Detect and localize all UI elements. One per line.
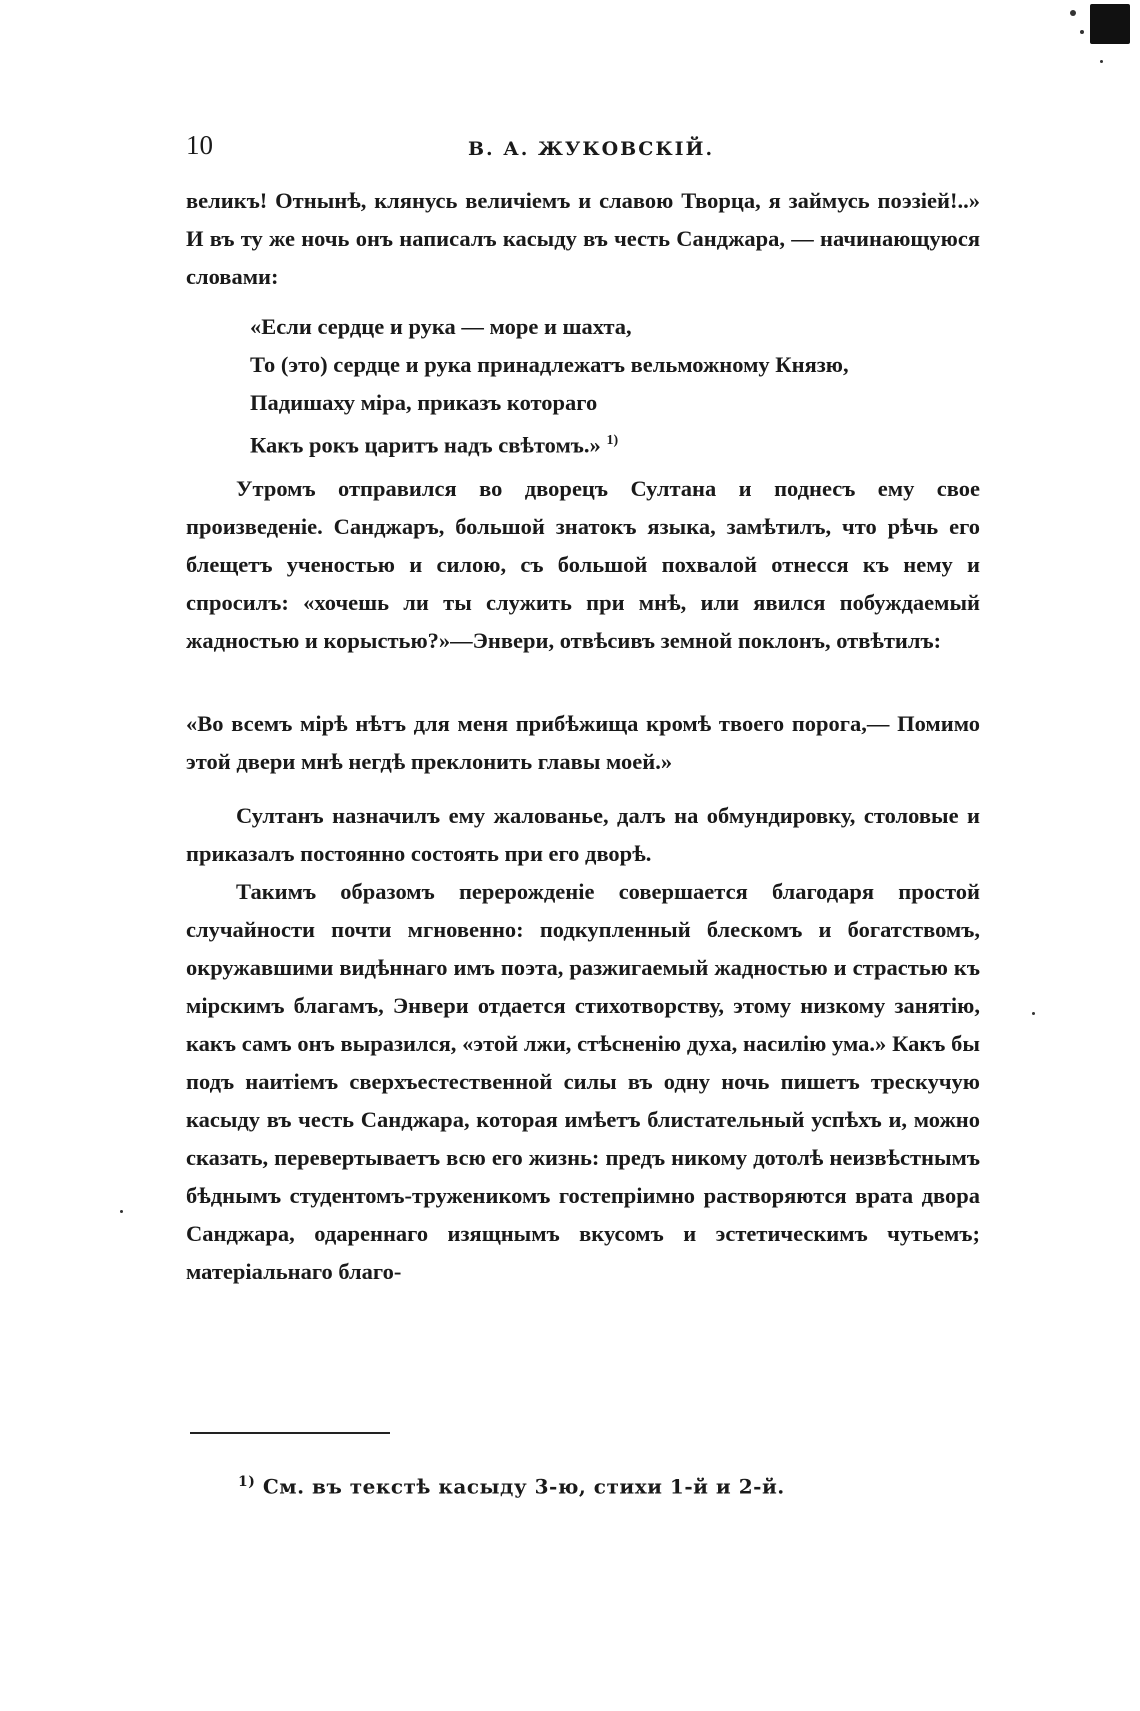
verse-block-2 (186, 705, 980, 781)
page-number: 10 (186, 130, 213, 160)
paragraph-4-text: Такимъ образомъ перерожденіе совершается благодаря простой случайности почти мгновенно: подкупленный блескомъ и богатствомъ, окружавшими видѣннаго имъ поэта, разжигаемый жадностью и страстью къ мірскимъ благамъ, Энвери отдается стихотворству, этому низкому занятію, какъ самъ онъ выразился, «этой лжи, стѣсненію духа, насилію ума.» Какъ бы подъ наитіемъ сверхъестественной силы въ одну ночь пишетъ трескучую касыду въ честь Санджара, которая имѣетъ блистательный успѣхъ и, можно сказать, перевертываетъ всю его жизнь: предъ никому дотолѣ неизвѣстнымъ бѣднымъ студентомъ-труженикомъ гостепріимно растворяются врата двора Санджара, одареннаго изящнымъ вкусомъ и эстетическимъ чутьемъ; матеріальнаго благо- (186, 879, 980, 1284)
footnote-mark: 1) (238, 1474, 256, 1490)
footnote-text: См. въ текстѣ касыду 3-ю, стихи 1-й и 2-й. (262, 1474, 785, 1499)
footnote (238, 1474, 785, 1499)
scan-speck (1090, 4, 1130, 44)
verse-line-last (250, 422, 849, 465)
verse-line-text: Какъ рокъ царитъ надъ свѣтомъ.» (250, 432, 601, 458)
scan-speck (1100, 60, 1103, 63)
verse-line: «Если сердце и рука — море и шахта, (250, 314, 632, 339)
paragraph-3-text: Султанъ назначилъ ему жалованье, далъ на обмундировку, столовые и приказалъ постоянно состоять при его дворѣ. (186, 803, 980, 866)
footnote-divider (190, 1432, 390, 1434)
footnote-reference[interactable]: 1) (606, 433, 619, 448)
scan-speck (1070, 10, 1076, 16)
scan-speck (1032, 1012, 1035, 1015)
paragraph-2-text: Утромъ отправился во дворецъ Султана и поднесъ ему свое произведеніе. Санджаръ, большой знатокъ языка, замѣтилъ, что рѣчь его блещетъ ученостью и силою, съ большой похвалой отнесся къ нему и спросилъ: «хочешь ли ты служить при мнѣ, или явился побуждаемый жадностью и корыстью?»—Энвери, отвѣсивъ земной поклонъ, отвѣтилъ: (186, 476, 980, 653)
verse-2-text: «Во всемъ мірѣ нѣтъ для меня прибѣжища кромѣ твоего порога,— Помимо этой двери мнѣ негдѣ преклонить главы моей.» (186, 711, 980, 774)
paragraph-1-text: великъ! Отнынѣ, клянусь величіемъ и славою Творца, я займусь поэзіей!..» И въ ту же ночь онъ написалъ касыду въ честь Санджара, — начинающуюся словами: (186, 188, 980, 289)
verse-block-1 (250, 308, 849, 465)
verse-line: То (это) сердце и рука принадлежатъ вельможному Князю, (250, 352, 849, 377)
paragraph-2 (186, 470, 980, 660)
running-title: В. А. ЖУКОВСКІЙ. (468, 138, 715, 160)
paragraph-4 (186, 873, 980, 1291)
paragraph-1 (186, 182, 980, 296)
scan-speck (1080, 30, 1084, 34)
verse-line: Падишаху міра, приказъ котораго (250, 390, 598, 415)
paragraph-3 (186, 797, 980, 873)
scan-speck (120, 1210, 123, 1213)
